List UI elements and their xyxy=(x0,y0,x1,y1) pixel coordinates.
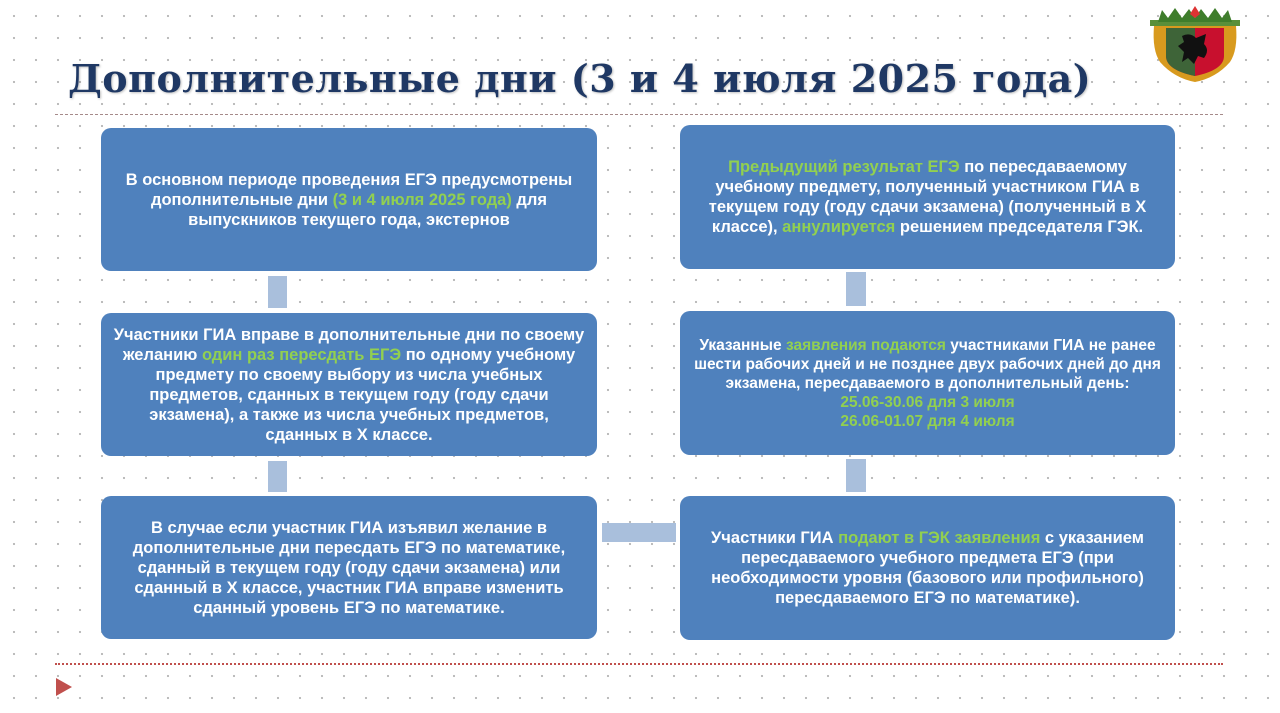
box-text: для выпускников текущего года, экстернов xyxy=(188,190,548,229)
box-text: по одному учебному предмету по своему выбору из числа учебных предметов, сданных в текущем году (году сдачи экзамена), а также из числа учебных предметов, сданных в X классе. xyxy=(149,345,576,444)
box-text: В случае если участник ГИА изъявил желание в дополнительные дни пересдать ЕГЭ по математике, сданный в текущем году (году сдачи экзамена) или сданный в X классе, участник ГИА вправе изменить сданный уровень ЕГЭ по математике. xyxy=(132,518,566,617)
title-divider xyxy=(55,114,1223,115)
karelia-coat-of-arms-icon xyxy=(1148,6,1242,82)
deadline-date-july-4: 26.06-01.07 для 4 июля xyxy=(840,412,1015,430)
footer-divider xyxy=(55,663,1223,665)
box-text: участниками ГИА не ранее шести рабочих дней и не позднее двух рабочих дней до дня экзамена, пересдаваемого в дополнительный день: xyxy=(694,336,1161,392)
box-text: по пересдаваемому учебному предмету, полученный участником ГИА в текущем году (году сдачи экзамена) (полученный в X классе), xyxy=(708,158,1147,236)
page-title: Дополнительные дни (3 и 4 июля 2025 года) xyxy=(68,56,1092,101)
box-highlight: заявления подаются xyxy=(785,336,946,354)
box-text: Участники ГИА вправе в дополнительные дни по своему желанию xyxy=(113,325,585,364)
box-highlight: Предыдущий результат ЕГЭ xyxy=(728,158,960,176)
connector-right-upper xyxy=(846,272,866,306)
box-text: решением председателя ГЭК. xyxy=(895,218,1144,236)
box-highlight: подают в ГЭК заявления xyxy=(838,529,1041,547)
info-box-result-annulled xyxy=(680,125,1175,269)
connector-left-upper xyxy=(268,276,287,308)
info-box-application-deadlines xyxy=(680,311,1175,455)
box-highlight: один раз пересдать ЕГЭ xyxy=(201,345,402,364)
box-highlight: (3 и 4 июля 2025 года) xyxy=(332,190,512,209)
box-text: с указанием пересдаваемого учебного предмета ЕГЭ (при необходимости уровня (базового или профильного) пересдаваемого ЕГЭ по математике). xyxy=(711,529,1144,607)
triangle-marker-icon xyxy=(56,678,72,696)
info-box-submit-applications xyxy=(680,496,1175,640)
connector-right-lower xyxy=(846,459,866,492)
box-highlight: аннулируется xyxy=(782,218,896,236)
box-text: Участники ГИА xyxy=(711,529,839,547)
box-text: В основном периоде проведения ЕГЭ предусмотрены дополнительные дни xyxy=(125,170,573,209)
info-box-math-level xyxy=(101,496,597,639)
info-box-extra-days xyxy=(101,128,597,271)
info-box-retake-right xyxy=(101,313,597,456)
connector-horizontal xyxy=(602,523,676,542)
box-text: Указанные xyxy=(699,336,786,354)
connector-left-lower xyxy=(268,461,287,492)
deadline-date-july-3: 25.06-30.06 для 3 июля xyxy=(840,393,1015,411)
